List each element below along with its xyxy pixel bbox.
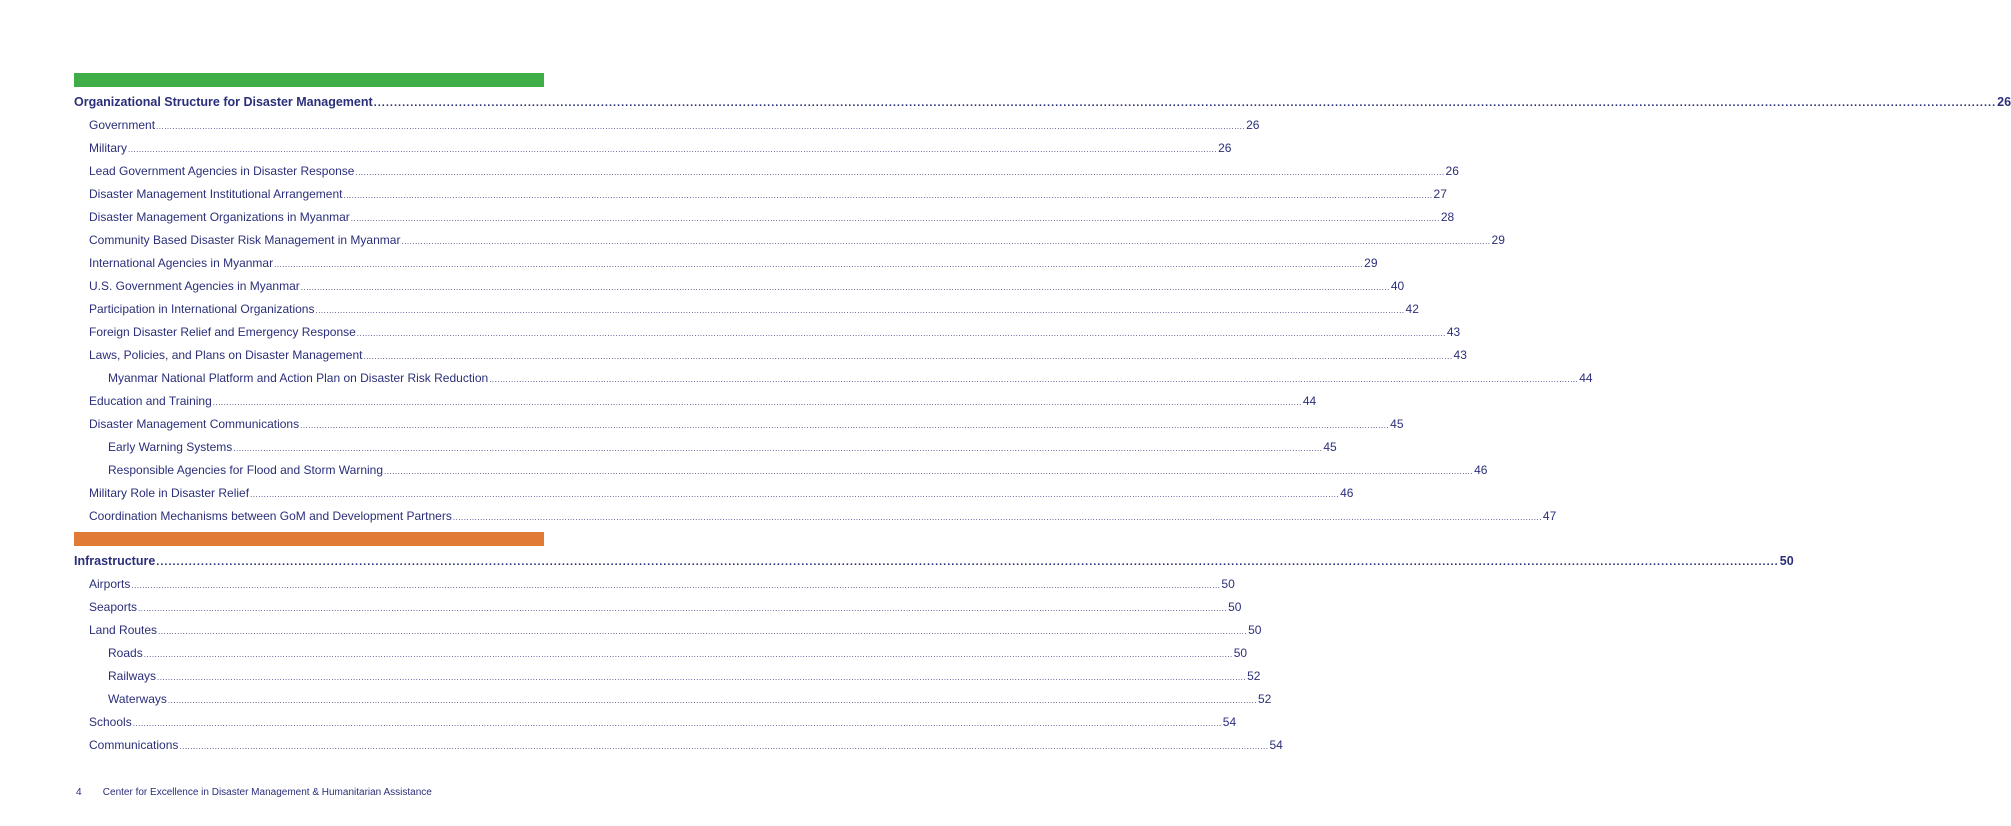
dot-leader: ................................................................................................................................................................................................................................................................................................................................................................................................................ (315, 306, 1405, 315)
toc-entry[interactable] (74, 463, 1488, 486)
dot-leader: ................................................................................................................................................................................................................................................................................................................................................................................................................ (350, 214, 1440, 223)
toc-entry-page: 28 (1440, 210, 1455, 224)
dot-leader: ................................................................................................................................................................................................................................................................................................................................................................................................................ (356, 329, 1446, 338)
dot-leader: ................................................................................................................................................................................................................................................................................................................................................................................................................ (138, 604, 1228, 613)
footer-page-number: 4 (76, 787, 82, 798)
toc-entry[interactable] (74, 118, 1260, 141)
dot-leader: ................................................................................................................................................................................................................................................................................................................................................................................................................ (343, 191, 1433, 200)
dot-leader: ................................................................................................................................................................................................................................................................................................................................................................................................................ (156, 122, 1246, 131)
toc-entry-page: 42 (1405, 302, 1419, 316)
toc-entry[interactable] (74, 256, 1378, 279)
dot-leader: ................................................................................................................................................................................................................................................................................................................................................................................................................ (156, 556, 1779, 568)
toc-entry-label: U.S. Government Agencies in Myanmar (89, 279, 300, 293)
toc-entry-page: 46 (1340, 486, 1354, 500)
toc-entry-page: 26 (1445, 164, 1459, 178)
toc-entry[interactable] (74, 509, 1557, 532)
toc-entry-page: 50 (1233, 646, 1248, 660)
toc-entry-label: Railways (108, 669, 157, 683)
toc-entry-label: Military (89, 141, 127, 155)
toc-entry[interactable] (74, 600, 1242, 623)
dot-leader: ................................................................................................................................................................................................................................................................................................................................................................................................................ (401, 237, 1491, 246)
toc-entry[interactable] (74, 715, 1237, 738)
toc-entry-label: Schools (89, 715, 132, 729)
toc-entry-label: Participation in International Organizations (89, 302, 315, 316)
toc-entry-label: International Agencies in Myanmar (89, 256, 274, 270)
toc-entry-label: Infrastructure (74, 554, 156, 568)
toc-entry-label: Disaster Management Institutional Arrangement (89, 187, 343, 201)
dot-leader: ................................................................................................................................................................................................................................................................................................................................................................................................................ (179, 742, 1269, 751)
toc-entry[interactable] (74, 233, 1505, 256)
dot-leader: ................................................................................................................................................................................................................................................................................................................................................................................................................ (157, 673, 1247, 682)
toc-entry[interactable] (74, 646, 1248, 669)
footer-publisher: Center for Excellence in Disaster Management & Humanitarian Assistance (102, 787, 432, 798)
toc-entry-label: Seaports (89, 600, 138, 614)
dot-leader: ................................................................................................................................................................................................................................................................................................................................................................................................................ (143, 650, 1233, 659)
toc-entry[interactable] (74, 394, 1317, 417)
toc-entry[interactable] (74, 371, 1593, 394)
toc-entry-page: 44 (1579, 371, 1593, 385)
toc-entry-page: 50 (1221, 577, 1235, 591)
toc-entry-page: 26 (1218, 141, 1232, 155)
toc-entry-page: 52 (1247, 669, 1261, 683)
toc-entry-page: 44 (1302, 394, 1317, 408)
toc-entry-page: 45 (1323, 440, 1337, 454)
toc-entry-label: Military Role in Disaster Relief (89, 486, 250, 500)
toc-entry-page: 43 (1453, 348, 1467, 362)
toc-entry-page: 52 (1257, 692, 1272, 706)
toc-entry-label: Land Routes (89, 623, 158, 637)
toc-section-organizational-structure (74, 95, 2011, 532)
toc-entry-page: 50 (1248, 623, 1262, 637)
toc-entry-label: Community Based Disaster Risk Management in Myanmar (89, 233, 401, 247)
toc-entry-label: Responsible Agencies for Flood and Storm Warning (108, 463, 384, 477)
dot-leader: ................................................................................................................................................................................................................................................................................................................................................................................................................ (384, 467, 1474, 476)
toc-entry-page: 29 (1364, 256, 1378, 270)
page-footer (76, 787, 432, 798)
toc-entry-page: 26 (1997, 95, 2011, 109)
toc-entry[interactable] (74, 486, 1354, 509)
toc-entry[interactable] (74, 440, 1337, 463)
toc-entry[interactable] (74, 164, 1459, 187)
toc-entry-label: Government (89, 118, 156, 132)
dot-leader: ................................................................................................................................................................................................................................................................................................................................................................................................................ (128, 145, 1218, 154)
toc-entry[interactable] (74, 348, 1467, 371)
toc-entry[interactable] (74, 187, 1447, 210)
toc-entry[interactable] (74, 141, 1232, 164)
toc-heading[interactable] (74, 554, 1794, 577)
toc-entry[interactable] (74, 692, 1272, 715)
toc-entry[interactable] (74, 417, 1404, 440)
toc-entry-label: Roads (108, 646, 143, 660)
toc-entry-page: 46 (1474, 463, 1488, 477)
toc-entry-label: Coordination Mechanisms between GoM and Development Partners (89, 509, 452, 523)
dot-leader: ................................................................................................................................................................................................................................................................................................................................................................................................................ (300, 283, 1390, 292)
toc-entry-label: Waterways (108, 692, 167, 706)
dot-leader: ................................................................................................................................................................................................................................................................................................................................................................................................................ (274, 260, 1364, 269)
toc-entry-page: 40 (1390, 279, 1405, 293)
toc-entry-label: Organizational Structure for Disaster Management (74, 95, 373, 109)
toc-entry-label: Education and Training (89, 394, 212, 408)
toc-entry-page: 29 (1491, 233, 1505, 247)
toc-entry-page: 54 (1269, 738, 1283, 752)
dot-leader: ................................................................................................................................................................................................................................................................................................................................................................................................................ (300, 421, 1390, 430)
dot-leader: ................................................................................................................................................................................................................................................................................................................................................................................................................ (167, 696, 1257, 705)
toc-entry-page: 43 (1446, 325, 1461, 339)
toc-entry-label: Foreign Disaster Relief and Emergency Response (89, 325, 356, 339)
dot-leader: ................................................................................................................................................................................................................................................................................................................................................................................................................ (132, 719, 1222, 728)
section-divider-green (74, 73, 544, 87)
toc-entry[interactable] (74, 738, 1283, 761)
toc-entry-label: Lead Government Agencies in Disaster Response (89, 164, 355, 178)
toc-entry-label: Laws, Policies, and Plans on Disaster Management (89, 348, 363, 362)
toc-entry-label: Disaster Management Communications (89, 417, 300, 431)
toc-entry-label: Disaster Management Organizations in Myanmar (89, 210, 350, 224)
toc-entry-page: 54 (1222, 715, 1237, 729)
toc-entry-label: Airports (89, 577, 131, 591)
dot-leader: ................................................................................................................................................................................................................................................................................................................................................................................................................ (131, 581, 1221, 590)
dot-leader: ................................................................................................................................................................................................................................................................................................................................................................................................................ (489, 375, 1579, 384)
toc-entry-page: 27 (1433, 187, 1447, 201)
toc-entry-page: 50 (1779, 554, 1794, 568)
dot-leader: ................................................................................................................................................................................................................................................................................................................................................................................................................ (250, 490, 1340, 499)
dot-leader: ................................................................................................................................................................................................................................................................................................................................................................................................................ (158, 627, 1248, 636)
toc-entry[interactable] (74, 669, 1261, 692)
toc-entry-label: Myanmar National Platform and Action Plan on Disaster Risk Reduction (108, 371, 489, 385)
toc-section-infrastructure (74, 554, 1794, 761)
toc-entry-label: Communications (89, 738, 179, 752)
toc-entry-page: 47 (1542, 509, 1557, 523)
dot-leader: ................................................................................................................................................................................................................................................................................................................................................................................................................ (363, 352, 1453, 361)
toc-entry-label: Early Warning Systems (108, 440, 233, 454)
toc-entry-page: 45 (1390, 417, 1404, 431)
toc-entry-page: 50 (1228, 600, 1242, 614)
toc-entry[interactable] (74, 577, 1235, 600)
dot-leader: ................................................................................................................................................................................................................................................................................................................................................................................................................ (373, 97, 1997, 109)
dot-leader: ................................................................................................................................................................................................................................................................................................................................................................................................................ (233, 444, 1323, 453)
dot-leader: ................................................................................................................................................................................................................................................................................................................................................................................................................ (355, 168, 1445, 177)
toc-heading[interactable] (74, 95, 2011, 118)
dot-leader: ................................................................................................................................................................................................................................................................................................................................................................................................................ (452, 513, 1542, 522)
toc-entry[interactable] (74, 302, 1419, 325)
toc-entry-page: 26 (1246, 118, 1260, 132)
toc-entry[interactable] (74, 623, 1262, 646)
dot-leader: ................................................................................................................................................................................................................................................................................................................................................................................................................ (212, 398, 1302, 407)
section-divider-orange (74, 532, 544, 546)
toc-entry[interactable] (74, 325, 1461, 348)
toc-entry[interactable] (74, 279, 1405, 302)
toc-entry[interactable] (74, 210, 1455, 233)
